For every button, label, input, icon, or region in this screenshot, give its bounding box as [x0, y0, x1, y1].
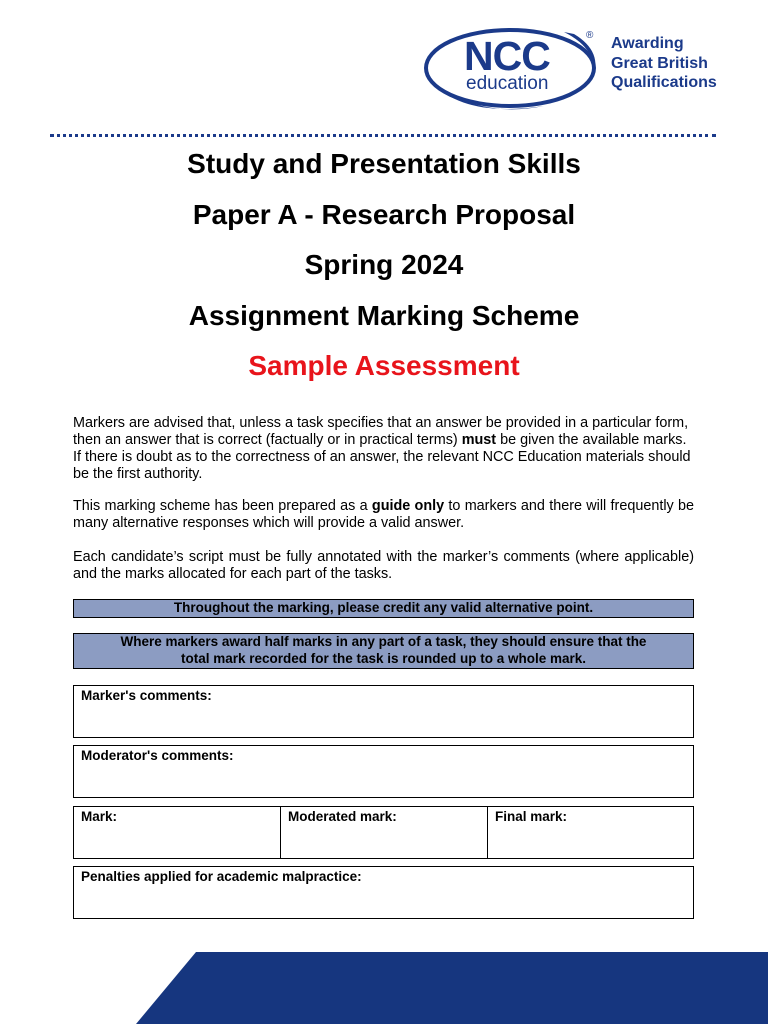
final-mark-label: Final mark:: [495, 809, 568, 824]
ncc-education-logo: [424, 22, 724, 118]
footer-band: [0, 952, 768, 1024]
moderators-comments-label: Moderator's comments:: [81, 748, 234, 763]
moderated-mark-label: Moderated mark:: [288, 809, 397, 824]
p2-text-b: to markers and there will frequently be many alternative responses which will provide a valid answer.: [73, 498, 694, 531]
sample-assessment-title: Sample Assessment: [248, 350, 520, 381]
paragraph-markers-advice: [73, 415, 694, 483]
credit-alternative-text: Throughout the marking, please credit any valid alternative point.: [173, 600, 594, 615]
registered-mark: ®: [586, 30, 594, 41]
moderators-comments-box[interactable]: [73, 745, 694, 798]
mark-label: Mark:: [81, 809, 118, 824]
logo-tagline: [611, 34, 717, 93]
p1-text-b: be given the available marks. If there is doubt as to the correctness of an answer, the relevant NCC Education materials should be the first authority.: [73, 432, 691, 482]
markers-comments-label: Marker's comments:: [81, 688, 212, 703]
tagline-line-2: Great British: [611, 54, 708, 72]
title-block: [0, 142, 768, 395]
tagline-line-3: Qualifications: [611, 74, 717, 91]
penalties-box[interactable]: [73, 866, 694, 919]
credit-alternative-bar: [73, 599, 694, 618]
final-mark-cell[interactable]: [488, 807, 693, 858]
logo-subbrand-text: education: [466, 73, 549, 94]
penalties-label: Penalties applied for academic malpractice:: [81, 869, 362, 884]
p1-text-a: Markers are advised that, unless a task specifies that an answer be provided in a particular form, then an answer that is correct (factually or in practical terms): [73, 415, 689, 448]
header-divider: [50, 134, 716, 137]
paper-title: Paper A - Research Proposal: [192, 198, 576, 230]
marks-table: [73, 806, 694, 859]
scheme-title: Assignment Marking Scheme: [188, 299, 580, 331]
p2-bold-guide-only: guide only: [371, 498, 445, 514]
paragraph-annotation: Each candidate’s script must be fully annotated with the marker’s comments (where applicable) and the marks allocated for each part of the tasks.: [73, 549, 694, 582]
logo-brand-text: NCC: [464, 33, 550, 79]
half-marks-line-1: Where markers award half marks in any part of a task, they should ensure that the: [120, 634, 647, 649]
course-title: Study and Presentation Skills: [187, 148, 581, 179]
mark-cell[interactable]: [74, 807, 281, 858]
paragraph-guide-only: [73, 498, 694, 532]
moderated-mark-cell[interactable]: [281, 807, 488, 858]
half-marks-line-2: total mark recorded for the task is rounded up to a whole mark.: [180, 650, 587, 666]
tagline-line-1: Awarding: [611, 35, 684, 52]
p2-text-a: This marking scheme has been prepared as a: [73, 498, 372, 514]
half-marks-bar: [73, 633, 694, 669]
session-title: Spring 2024: [304, 249, 464, 280]
markers-comments-box[interactable]: [73, 685, 694, 738]
p1-bold-must: must: [461, 432, 497, 448]
